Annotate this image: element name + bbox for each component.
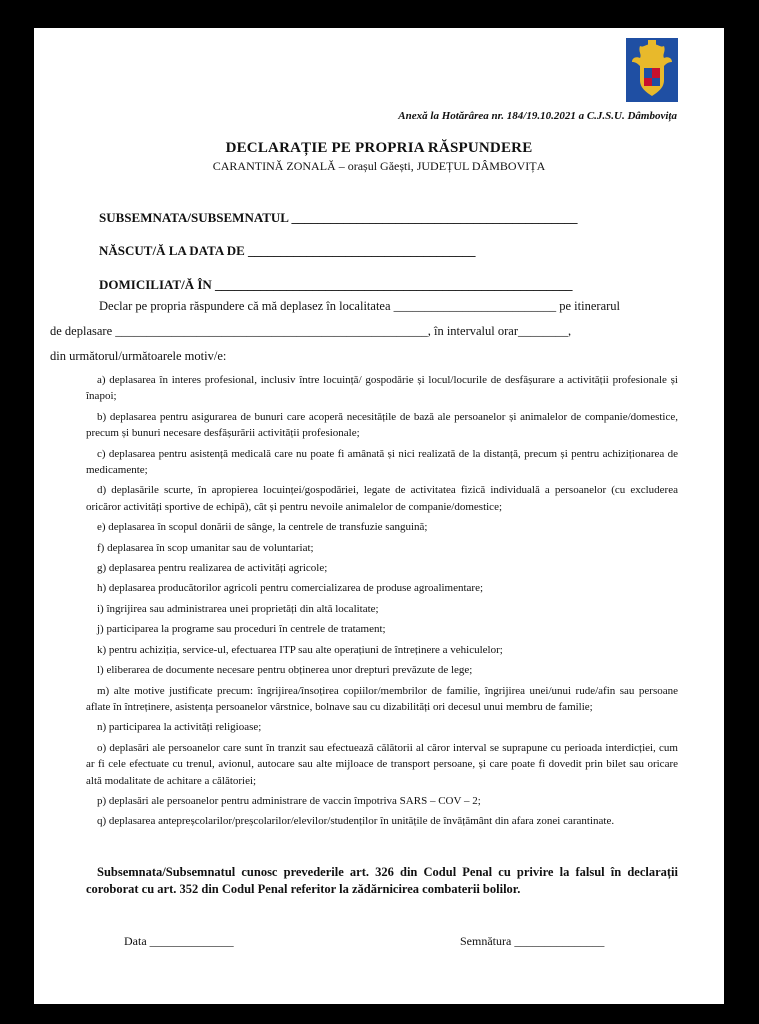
document-page	[34, 28, 724, 1004]
name-field[interactable]: SUBSEMNATA/SUBSEMNATUL ____________________________________________	[99, 210, 578, 225]
annex-reference: Anexă la Hotărârea nr. 184/19.10.2021 a C.J.S.U. Dâmbovița	[398, 110, 677, 122]
page-title: DECLARAȚIE PE PROPRIA RĂSPUNDERE	[225, 140, 533, 156]
date-field[interactable]: Data ______________	[124, 934, 234, 948]
list-item: g) deplasarea pentru realizarea de activități agricole;	[97, 562, 328, 575]
list-item: o) deplasări ale persoanelor care sunt în tranzit sau efectuează călătorii al căror interval se suprapune cu perioada interdicției, cum ar fi cele efectuate cu trenul, avionul, autocare sau alte mijloace de transport persoane, și care poate fi dovedit prin bilet sau oricare altă modalitate de achitare a călătoriei;	[86, 741, 678, 787]
list-item: n) participarea la activități religioase;	[97, 721, 262, 734]
list-item: q) deplasarea antepreșcolarilor/preșcolarilor/elevilor/studenților în unitățile de învățământ din afara zonei carantinate.	[97, 815, 615, 828]
list-item: d) deplasările scurte, în apropierea locuinței/gospodăriei, legate de activitatea fizică individuală a persoanelor (cu excluderea oricăror activități sportive de echipă), cât și pentru nevoile animalelor de companie/domestice;	[86, 484, 678, 513]
birth-date-field[interactable]: NĂSCUT/Ă LA DATA DE ___________________________________	[99, 243, 476, 258]
legal-warning: Subsemnata/Subsemnatul cunosc prevederile art. 326 din Codul Penal cu privire la falsul în declarații coroborat cu art. 352 din Codul Penal referitor la zădărnicirea combaterii bolilor.	[86, 865, 678, 896]
list-item: p) deplasări ale persoanelor pentru administrare de vaccin împotriva SARS – COV – 2;	[97, 794, 481, 807]
list-item: e) deplasarea în scopul donării de sânge, la centrele de transfuzie sanguină;	[97, 521, 428, 534]
list-item: c) deplasarea pentru asistență medicală care nu poate fi amânată și nici realizată de la distanță, precum și pentru achiziționarea de medicamente;	[86, 447, 678, 477]
list-item: b) deplasarea pentru asigurarea de bunuri care acoperă necesitățile de bază ale persoanelor și animalelor de companie/domestice, precum și bunuri necesare desfășurării activității profesionale;	[86, 410, 678, 440]
list-item: l) eliberarea de documente necesare pentru obținerea unor drepturi prevăzute de lege;	[97, 664, 473, 677]
page-subtitle: CARANTINĂ ZONALĂ – orașul Găești, JUDEȚUL DÂMBOVIȚA	[212, 159, 546, 173]
declaration-line-1: Declar pe propria răspundere că mă deplasez în localitatea __________________________ pe itinerarul	[99, 299, 620, 313]
list-item: a) deplasarea în interes profesional, inclusiv între locuință/ gospodărie și locul/locurile de desfășurare a activității profesionale și înapoi;	[86, 374, 678, 403]
declaration-line-3: din următorul/următoarele motiv/e:	[50, 349, 227, 363]
list-item: h) deplasarea producătorilor agricoli pentru comercializarea de produse agroalimentare;	[97, 582, 484, 595]
declaration-line-2: de deplasare __________________________________________________, în intervalul orar________,	[50, 324, 572, 338]
list-item: k) pentru achiziția, service-ul, efectuarea ITP sau alte operațiuni de întreținere a vehiculelor;	[97, 643, 503, 656]
signature-field[interactable]: Semnătura _______________	[460, 934, 605, 948]
romania-coat-of-arms-icon	[626, 38, 678, 102]
address-field[interactable]: DOMICILIAT/Ă ÎN _______________________________________________________	[99, 277, 573, 292]
list-item: f) deplasarea în scop umanitar sau de voluntariat;	[97, 541, 314, 554]
reasons-list	[86, 372, 678, 834]
list-item: j) participarea la programe sau proceduri în centrele de tratament;	[97, 623, 386, 636]
list-item: m) alte motive justificate precum: îngrijirea/însoțirea copiilor/membrilor de familie, îngrijirea unei/unui rude/afin sau persoane aflate în întreținere, asistența persoanelor vârstnice, bolnave sau cu dizabilități ori decesul unui membru de familie;	[86, 684, 678, 713]
list-item: i) îngrijirea sau administrarea unei proprietăți din altă localitate;	[97, 602, 379, 615]
